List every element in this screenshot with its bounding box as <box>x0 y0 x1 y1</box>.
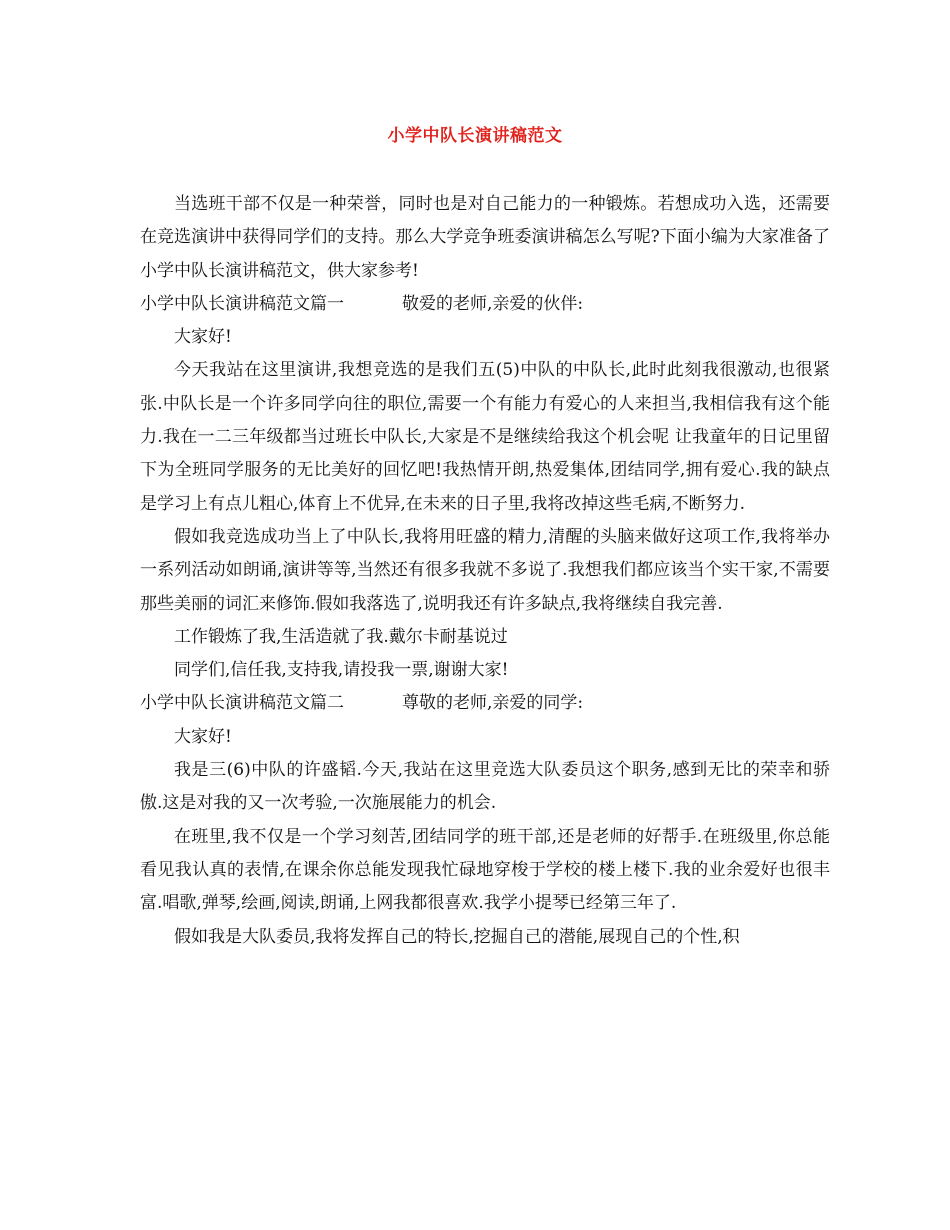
salutation: 敬爱的老师,亲爱的伙伴: <box>402 293 584 314</box>
section-heading-1 <box>140 288 830 321</box>
paragraph: 假如我竞选成功当上了中队长,我将用旺盛的精力,清醒的头脑来做好这项工作,我将举办一系列活动如朗诵,演讲等等,当然还有很多我就不多说了.我想我们都应该当个实干家,不需要那些美丽的词汇来修饰.假如我落选了,说明我还有许多缺点,我将继续自我完善. <box>140 526 830 614</box>
document-body <box>140 188 830 954</box>
section-label: 小学中队长演讲稿范文篇二 <box>140 693 344 714</box>
section-label: 小学中队长演讲稿范文篇一 <box>140 293 344 314</box>
paragraph: 假如我是大队委员,我将发挥自己的特长,挖掘自己的潜能,展现自己的个性,积 <box>174 926 740 947</box>
paragraph-intro: 当选班干部不仅是一种荣誉，同时也是对自己能力的一种锻炼。若想成功入选，还需要在竞选演讲中获得同学们的支持。那么大学竞争班委演讲稿怎么写呢?下面小编为大家准备了小学中队长演讲稿范文，供大家参考! <box>140 194 830 281</box>
paragraph: 我是三(6)中队的许盛韬.今天,我站在这里竞选大队委员这个职务,感到无比的荣幸和骄傲.这是对我的又一次考验,一次施展能力的机会. <box>140 760 830 814</box>
document-title: 小学中队长演讲稿范文 <box>387 126 563 146</box>
paragraph: 今天我站在这里演讲,我想竞选的是我们五(5)中队的中队长,此时此刻我很激动,也很紧张.中队长是一个许多同学向往的职位,需要一个有能力有爱心的人来担当,我相信我有这个能力.我在一二三年级都当过班长中队长,大家是不是继续给我这个机会呢 让我童年的日记里留下为全班同学服务的无比美好的回忆吧!我热情开朗,热爱集体,团结同学,拥有爱心.我的缺点是学习上有点儿粗心,体育上不优异,在未来的日子里,我将改掉这些毛病,不断努力. <box>140 360 830 514</box>
paragraph: 在班里,我不仅是一个学习刻苦,团结同学的班干部,还是老师的好帮手.在班级里,你总能看见我认真的表情,在课余你总能发现我忙碌地穿梭于学校的楼上楼下.我的业余爱好也很丰富.唱歌,弹琴,绘画,阅读,朗诵,上网我都很喜欢.我学小提琴已经第三年了. <box>140 826 830 914</box>
paragraph-greeting: 大家好! <box>174 726 232 747</box>
paragraph-greeting: 大家好! <box>174 327 232 348</box>
salutation: 尊敬的老师,亲爱的同学: <box>402 693 584 714</box>
section-heading-2 <box>140 687 830 720</box>
paragraph-closing: 同学们,信任我,支持我,请投我一票,谢谢大家! <box>174 660 509 681</box>
paragraph: 工作锻炼了我,生活造就了我.戴尔卡耐基说过 <box>174 626 508 647</box>
